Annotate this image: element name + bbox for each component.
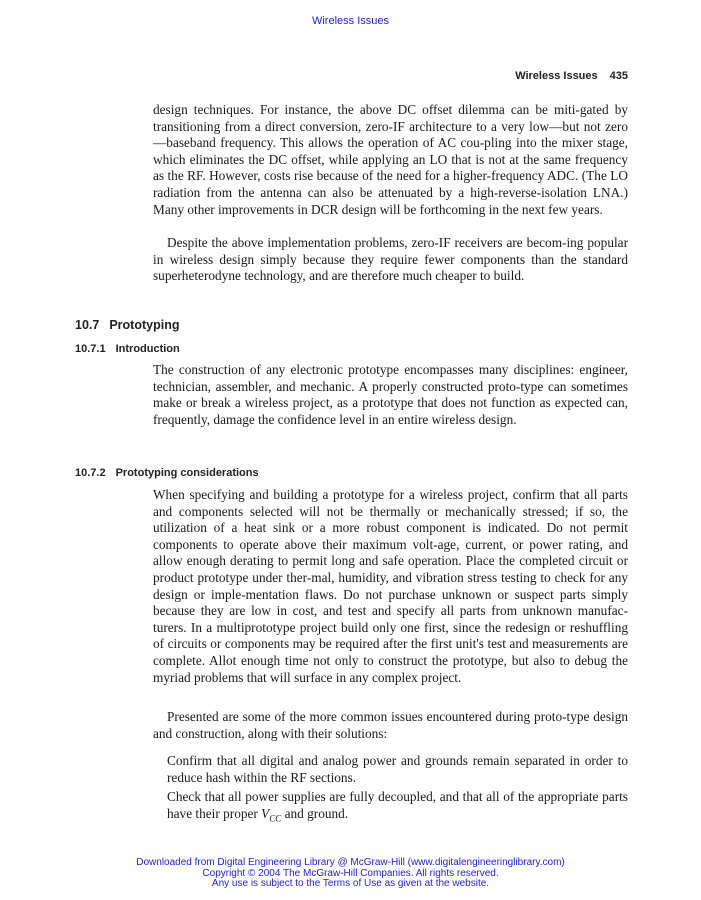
- footer-copyright[interactable]: Copyright © 2004 The McGraw-Hill Companies. All rights reserved.: [202, 867, 499, 879]
- list-item: Confirm that all digital and analog power and grounds remain separated in order to reduce hash within the RF sections.: [167, 753, 628, 785]
- vcc-symbol: $V_{CC}$: [261, 805, 282, 824]
- section-title: Prototyping considerations: [115, 467, 259, 479]
- section-title: Introduction: [115, 343, 180, 355]
- footer: [0, 858, 701, 890]
- section-number: 10.7.2: [75, 467, 106, 479]
- section-heading-10-7: [75, 318, 179, 332]
- intro-paragraph-2: Despite the above implementation problems, zero-IF receivers are becom-ing popular in wireless design simply because they require fewer components than the standard superheterodyne technology, and are therefore much cheaper to build.: [153, 235, 628, 284]
- list-item-text: Check that all power supplies are fully decoupled, and that all of the appropriate parts have their proper: [167, 789, 628, 821]
- intro-paragraph-1: design techniques. For instance, the above DC offset dilemma can be miti-gated by transitioning from a direct conversion, zero-IF architecture to a very low—but not zero—baseband frequency. This allows the operation of AC cou-pling into the mixer stage, which eliminates the DC offset, while applying an LO that is not at the same frequency as the RF. However, costs rise because of the need for a higher-frequency ADC. (The LO radiation from the antenna can also be attenuated by a high-reverse-isolation LNA.) Many other improvements in DCR design will be forthcoming in the next few years.: [153, 102, 628, 217]
- section-number: 10.7: [75, 318, 100, 332]
- footer-download-link[interactable]: Downloaded from Digital Engineering Library @ McGraw-Hill (www.digitalengineeringlibrary.com): [136, 857, 565, 868]
- top-link[interactable]: Wireless Issues: [311, 15, 390, 27]
- section-heading-10-7-2: [75, 467, 259, 479]
- section-heading-10-7-1: [75, 343, 180, 355]
- running-head: [515, 70, 628, 82]
- section-title: Prototyping: [109, 318, 180, 332]
- section-number: 10.7.1: [75, 343, 106, 355]
- list-item-text: and ground.: [284, 805, 349, 821]
- introduction-paragraph: The construction of any electronic prototype encompasses many disciplines: engineer, technician, assembler, and mechanic. A properly constructed proto-type can sometimes make or break a wireless project, as a prototype that does not function as expected can, frequently, damage the confidence level in an entire wireless design.: [153, 362, 628, 427]
- footer-terms-link[interactable]: Any use is subject to the Terms of Use as given at the website.: [211, 878, 490, 890]
- list-item: [167, 789, 628, 827]
- page-number: 435: [609, 70, 628, 82]
- considerations-paragraph-2: Presented are some of the more common issues encountered during proto-type design and construction, along with their solutions:: [153, 709, 628, 741]
- considerations-paragraph-1: When specifying and building a prototype for a wireless project, confirm that all parts and components selected will not be thermally or mechanically stressed; if so, the utilization of a heat sink or a more robust component is indicated. Do not permit components to operate above their maximum volt-age, current, or power rating, and allow enough derating to permit long and safe operation. Place the completed circuit or product prototype under ther-mal, humidity, and vibration stress testing to check for any design or imple-mentation flaws. Do not purchase unknown or suspect parts simply because they are low in cost, and test and specify all parts from unknown manufac-turers. In a multiprototype project build only one first, since the redesign or reshuffling of circuits or components may be required after the first unit's test and measurements are complete. Allot enough time not only to construct the prototype, but also to debug the myriad problems that will surface in any complex project.: [153, 487, 628, 685]
- running-title: Wireless Issues: [515, 70, 598, 82]
